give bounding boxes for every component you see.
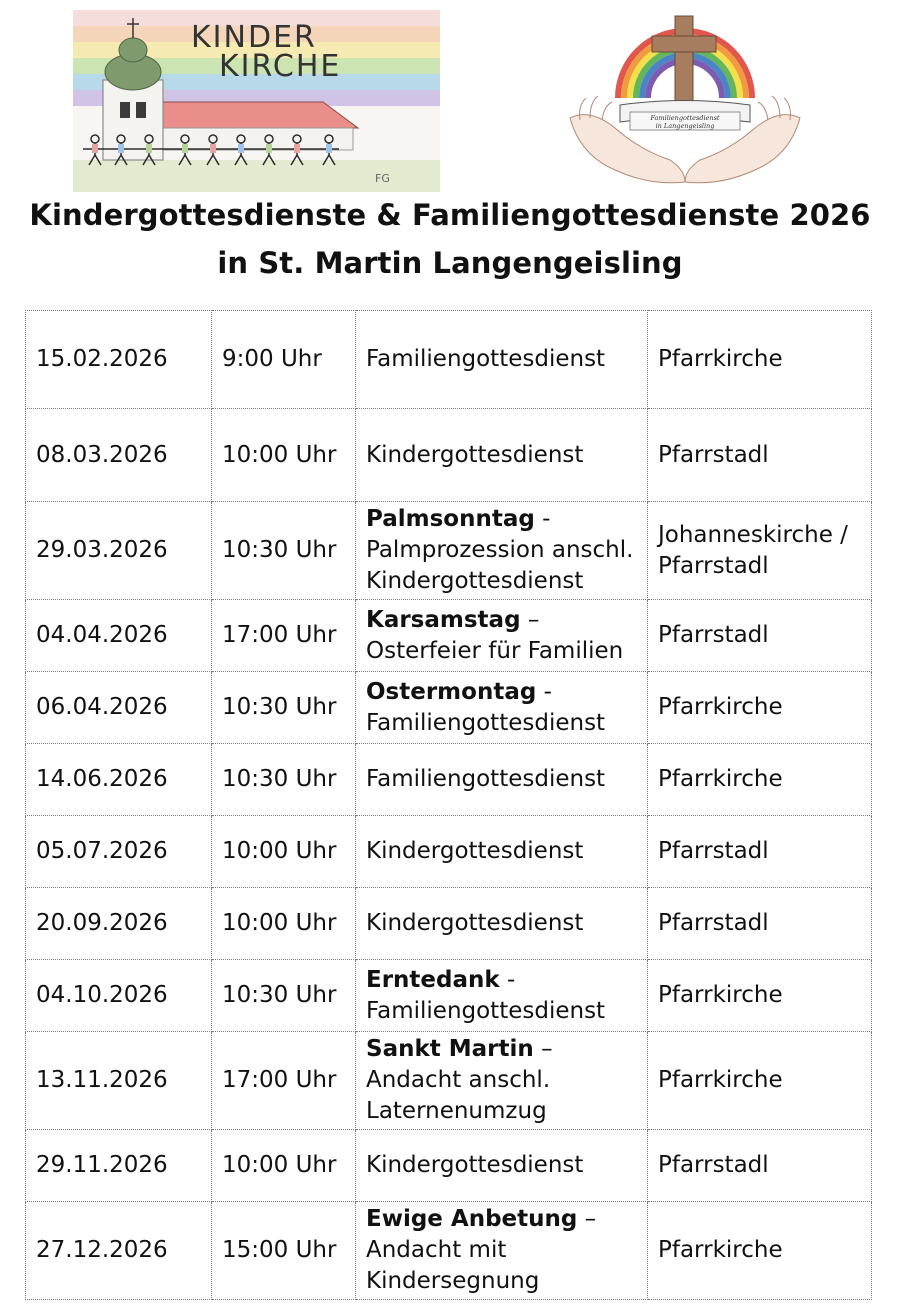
familiengottesdienst-logo (560, 10, 810, 190)
date-cell: 05.07.2026 (26, 816, 212, 888)
event-highlight: Ostermontag (366, 678, 537, 705)
event-separator: - (536, 678, 552, 705)
table-row (26, 1130, 872, 1202)
location-cell: Pfarrstadl (648, 1130, 872, 1202)
time-cell: 10:30 Uhr (212, 960, 356, 1032)
location-cell: Pfarrkirche (648, 672, 872, 744)
event-cell (356, 672, 648, 744)
location-cell: Johanneskirche / Pfarrstadl (648, 502, 872, 600)
event-highlight: Palmsonntag (366, 506, 535, 532)
table-row (26, 502, 872, 600)
event-text: Familiengottesdienst (366, 766, 606, 792)
event-highlight: Karsamstag (366, 606, 521, 633)
event-cell (356, 888, 648, 960)
event-text: Kindergottesdienst (366, 910, 584, 936)
table-row (26, 409, 872, 502)
page-subtitle: in St. Martin Langengeisling (217, 246, 683, 280)
page-title: Kindergottesdienste & Familiengottesdienste 2026 (29, 198, 871, 232)
event-cell (356, 960, 648, 1032)
date-cell: 27.12.2026 (26, 1202, 212, 1300)
date-cell: 29.03.2026 (26, 502, 212, 600)
event-text: Kindergottesdienst (366, 1152, 584, 1178)
svg-text:KIRCHE: KIRCHE (219, 49, 342, 84)
time-cell: 17:00 Uhr (212, 1032, 356, 1130)
kinderkirche-illustration (73, 10, 440, 192)
event-text: Andacht mit Kindersegnung (366, 1237, 540, 1294)
event-highlight: Erntedank (366, 966, 500, 993)
time-cell: 10:00 Uhr (212, 888, 356, 960)
date-cell: 04.04.2026 (26, 600, 212, 672)
time-cell: 10:00 Uhr (212, 816, 356, 888)
time-cell: 9:00 Uhr (212, 311, 356, 409)
table-row (26, 311, 872, 409)
time-cell: 17:00 Uhr (212, 600, 356, 672)
kinderkirche-logo (73, 10, 440, 192)
svg-text:in Langengeisling: in Langengeisling (655, 122, 715, 130)
svg-text:KINDER: KINDER (191, 20, 317, 55)
time-cell: 10:00 Uhr (212, 409, 356, 502)
event-separator: – (520, 606, 540, 633)
table-row (26, 1202, 872, 1300)
event-text: Andacht anschl. Laternenumzug (366, 1067, 551, 1124)
table-row (26, 1032, 872, 1130)
location-cell: Pfarrstadl (648, 600, 872, 672)
cross-rainbow-hands-illustration (560, 10, 810, 190)
event-cell (356, 1130, 648, 1202)
date-cell: 29.11.2026 (26, 1130, 212, 1202)
event-cell (356, 816, 648, 888)
date-cell: 13.11.2026 (26, 1032, 212, 1130)
event-cell (356, 502, 648, 600)
location-cell: Pfarrstadl (648, 409, 872, 502)
event-text: Kindergottesdienst (366, 441, 584, 468)
time-cell: 10:30 Uhr (212, 744, 356, 816)
event-highlight: Ewige Anbetung (366, 1206, 578, 1232)
schedule-table (25, 310, 872, 1300)
event-text: Palmprozession anschl. Kindergottesdienst (366, 537, 634, 594)
location-cell: Pfarrstadl (648, 816, 872, 888)
event-text: Osterfeier für Familien (366, 637, 624, 664)
time-cell: 15:00 Uhr (212, 1202, 356, 1300)
event-separator: - (534, 506, 551, 532)
event-text: Kindergottesdienst (366, 838, 584, 864)
table-row (26, 672, 872, 744)
svg-text:Familiengottesdienst: Familiengottesdienst (650, 114, 720, 122)
table-row (26, 888, 872, 960)
table-row (26, 744, 872, 816)
location-cell: Pfarrstadl (648, 888, 872, 960)
event-text: Familiengottesdienst (366, 997, 606, 1024)
event-separator: – (577, 1206, 597, 1232)
table-row (26, 960, 872, 1032)
time-cell: 10:30 Uhr (212, 672, 356, 744)
event-text: Familiengottesdienst (366, 709, 606, 736)
location-cell: Pfarrkirche (648, 311, 872, 409)
event-separator: - (499, 966, 516, 993)
date-cell: 14.06.2026 (26, 744, 212, 816)
event-highlight: Sankt Martin (366, 1036, 534, 1062)
date-cell: 08.03.2026 (26, 409, 212, 502)
event-cell (356, 1032, 648, 1130)
event-cell (356, 1202, 648, 1300)
svg-text:FG: FG (375, 172, 390, 185)
location-cell: Pfarrkirche (648, 960, 872, 1032)
event-cell (356, 744, 648, 816)
location-cell: Pfarrkirche (648, 1202, 872, 1300)
event-cell (356, 409, 648, 502)
time-cell: 10:30 Uhr (212, 502, 356, 600)
date-cell: 15.02.2026 (26, 311, 212, 409)
date-cell: 20.09.2026 (26, 888, 212, 960)
date-cell: 06.04.2026 (26, 672, 212, 744)
date-cell: 04.10.2026 (26, 960, 212, 1032)
location-cell: Pfarrkirche (648, 744, 872, 816)
table-row (26, 816, 872, 888)
table-row (26, 600, 872, 672)
location-cell: Pfarrkirche (648, 1032, 872, 1130)
event-cell (356, 311, 648, 409)
event-text: Familiengottesdienst (366, 346, 606, 372)
event-cell (356, 600, 648, 672)
event-separator: – (533, 1036, 553, 1062)
time-cell: 10:00 Uhr (212, 1130, 356, 1202)
